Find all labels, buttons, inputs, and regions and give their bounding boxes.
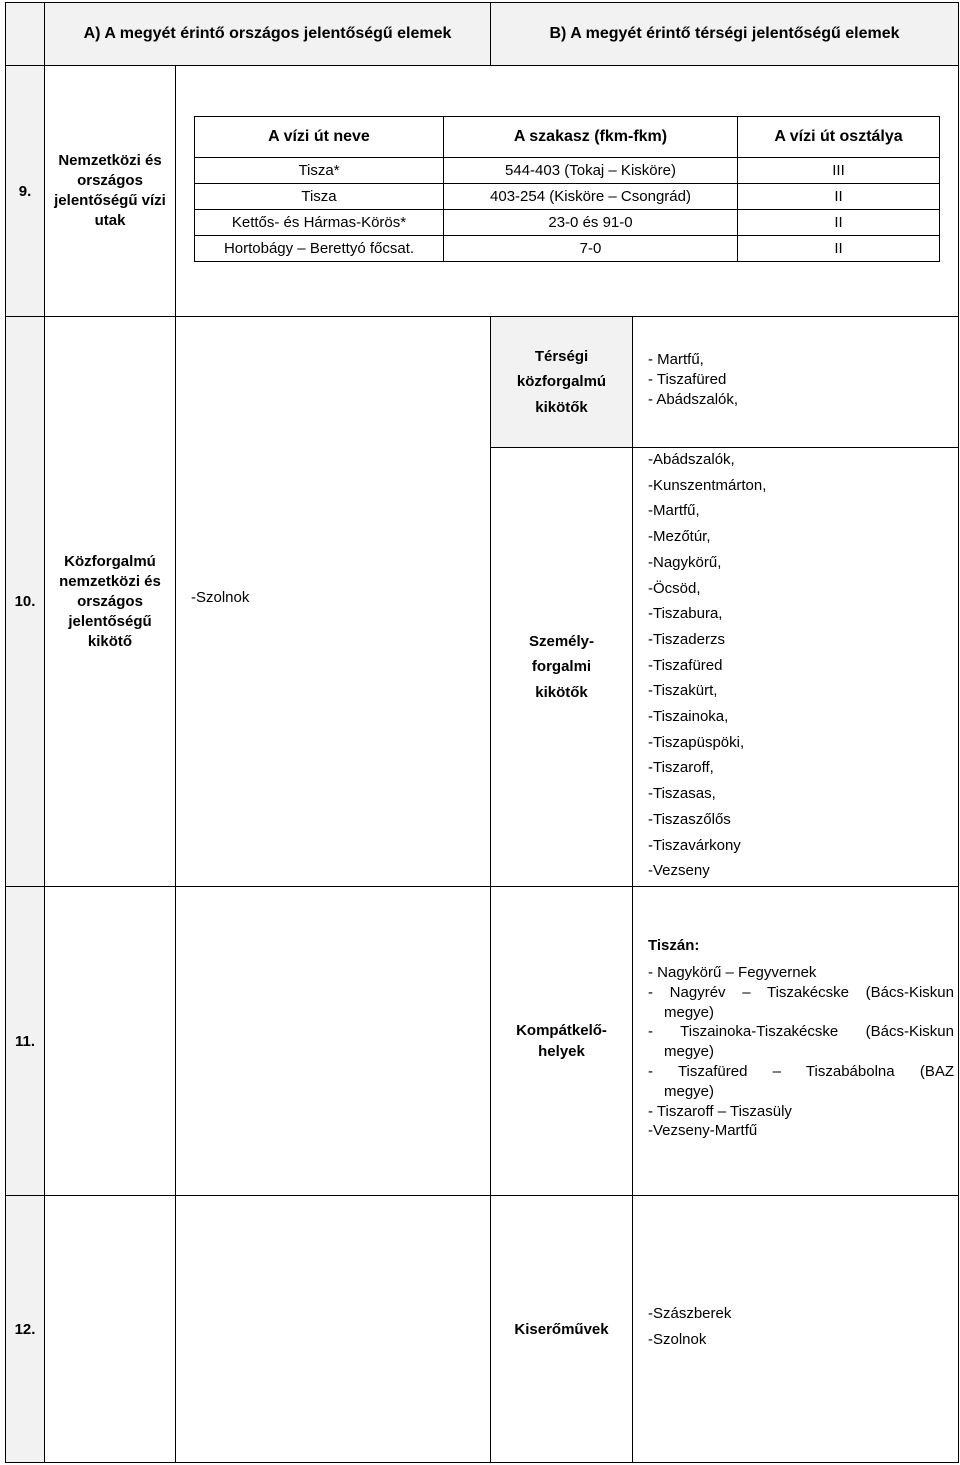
passenger-ports-label-text: Személy-forgalmi kikötők bbox=[528, 632, 595, 701]
list-item: -Mezőtúr, bbox=[648, 528, 711, 546]
waterway-section: 403-254 (Kisköre – Csongrád) bbox=[444, 184, 738, 210]
waterway-section: 7-0 bbox=[444, 236, 738, 262]
list-item: -Tiszaderzs bbox=[648, 630, 725, 648]
list-item: -Tiszainoka, bbox=[648, 708, 729, 726]
waterway-table bbox=[194, 116, 940, 262]
row9-number: 9. bbox=[5, 65, 45, 317]
waterway-header-name: A vízi út neve bbox=[195, 117, 444, 158]
small-power-plants-list bbox=[648, 1301, 731, 1352]
list-item: megye) bbox=[664, 1003, 715, 1021]
row10-label-text: Közforgalmú nemzetközi és országos jelentőségű kikötő bbox=[59, 552, 161, 650]
row9-label-text: Nemzetközi és országos jelentőségű vízi utak bbox=[54, 152, 166, 229]
ferry-heading: Tiszán: bbox=[648, 937, 700, 954]
header-col-a: A) A megyét érintő országos jelentőségű elemek bbox=[44, 2, 491, 66]
row12-label: Kiserőművek bbox=[490, 1195, 633, 1463]
list-item: - Abádszalók, bbox=[648, 390, 739, 408]
waterway-header-class: A vízi út osztálya bbox=[738, 117, 940, 158]
waterway-section: 544-403 (Tokaj – Kisköre) bbox=[444, 158, 738, 184]
list-item: -Martfű, bbox=[648, 502, 700, 520]
list-item: -Tiszapüspöki, bbox=[648, 733, 745, 751]
row9-label bbox=[44, 65, 176, 317]
small-power-plants-cell bbox=[632, 1195, 959, 1463]
row11-label-text: Kompátkelő-helyek bbox=[516, 1022, 607, 1060]
waterway-class: III bbox=[738, 158, 940, 184]
row11-label bbox=[490, 886, 633, 1196]
list-item: - Tiszainoka-Tiszakécske (Bács-Kiskun bbox=[648, 1023, 954, 1041]
list-item: -Öcsöd, bbox=[648, 579, 701, 597]
row12-content-a bbox=[175, 1195, 491, 1463]
table-row bbox=[195, 236, 940, 262]
row11-content-a bbox=[175, 886, 491, 1196]
list-item: -Szászberek bbox=[648, 1305, 732, 1322]
waterway-table-header bbox=[195, 117, 940, 158]
list-item: - Tiszafüred – Tiszabábolna (BAZ bbox=[648, 1062, 954, 1080]
waterway-name: Tisza* bbox=[195, 158, 444, 184]
table-row bbox=[195, 158, 940, 184]
list-item: megye) bbox=[664, 1043, 715, 1061]
ferry-crossings-cell bbox=[632, 886, 959, 1196]
ferry-crossings-list bbox=[648, 963, 954, 1141]
passenger-ports-list bbox=[648, 447, 766, 884]
row10-number: 10. bbox=[5, 316, 45, 887]
list-item: -Tiszaszőlős bbox=[648, 810, 731, 828]
row10-label bbox=[44, 316, 176, 887]
list-item: -Vezseny bbox=[648, 862, 710, 880]
waterway-class: II bbox=[738, 236, 940, 262]
list-item: -Tiszaroff, bbox=[648, 759, 714, 777]
list-item: - Nagykörű – Fegyvernek bbox=[648, 964, 817, 981]
passenger-ports-label bbox=[490, 447, 633, 887]
list-item: -Szolnok bbox=[648, 1330, 707, 1348]
list-item: - Tiszaroff – Tiszasüly bbox=[648, 1102, 792, 1120]
list-item: -Abádszalók, bbox=[648, 451, 735, 468]
waterway-name: Kettős- és Hármas-Körös* bbox=[195, 210, 444, 236]
row12-number: 12. bbox=[5, 1195, 45, 1463]
list-item: -Kunszentmárton, bbox=[648, 476, 767, 494]
row11-label-a bbox=[44, 886, 176, 1196]
list-item: -Tiszafüred bbox=[648, 656, 723, 674]
list-item: -Nagykörű, bbox=[648, 553, 722, 571]
header-col-b: B) A megyét érintő térségi jelentőségű elemek bbox=[490, 2, 959, 66]
regional-ports-label-text: Térségi közforgalmú kikötők bbox=[516, 347, 607, 416]
list-item: -Vezseny-Martfű bbox=[648, 1122, 758, 1140]
waterway-header-section: A szakasz (fkm-fkm) bbox=[444, 117, 738, 158]
list-item: - Tiszafüred bbox=[648, 370, 727, 388]
list-item: - Nagyrév – Tiszakécske (Bács-Kiskun bbox=[648, 983, 954, 1001]
list-item: megye) bbox=[664, 1082, 715, 1100]
national-port: -Szolnok bbox=[191, 589, 250, 606]
regional-ports-list bbox=[648, 350, 738, 409]
header-number-cell bbox=[5, 2, 45, 66]
list-item: -Tiszabura, bbox=[648, 605, 723, 623]
waterway-section: 23-0 és 91-0 bbox=[444, 210, 738, 236]
passenger-ports-cell bbox=[632, 447, 959, 887]
list-item: -Tiszakürt, bbox=[648, 682, 718, 700]
table-row bbox=[195, 210, 940, 236]
waterway-name: Tisza bbox=[195, 184, 444, 210]
row11-number: 11. bbox=[5, 886, 45, 1196]
row12-label-a bbox=[44, 1195, 176, 1463]
regional-ports-cell bbox=[632, 316, 959, 448]
list-item: - Martfű, bbox=[648, 351, 704, 368]
list-item: -Tiszasas, bbox=[648, 785, 716, 803]
waterway-class: II bbox=[738, 210, 940, 236]
regional-ports-label bbox=[490, 316, 633, 448]
list-item: -Tiszavárkony bbox=[648, 836, 741, 854]
row10-national-port-cell bbox=[175, 316, 491, 887]
table-row bbox=[195, 184, 940, 210]
waterway-class: II bbox=[738, 184, 940, 210]
waterway-name: Hortobágy – Berettyó főcsat. bbox=[195, 236, 444, 262]
